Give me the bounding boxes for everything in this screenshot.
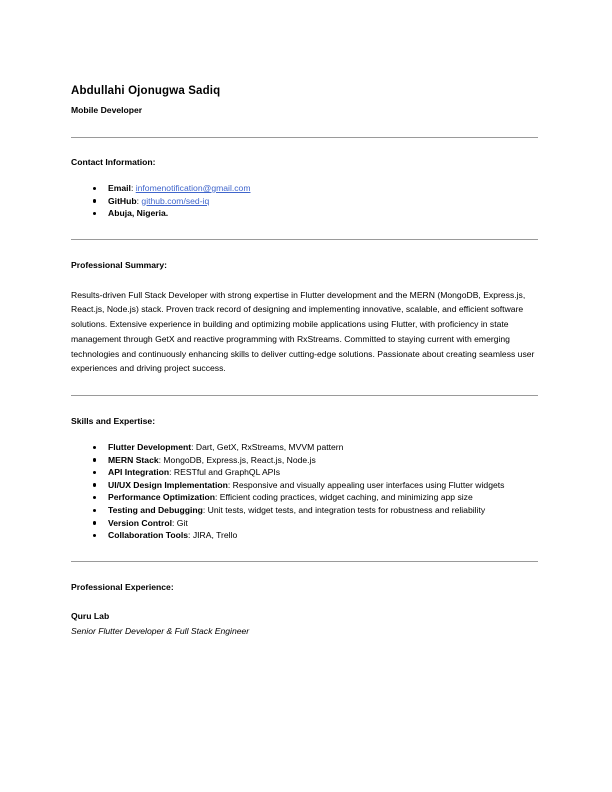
github-link[interactable]: github.com/sed-iq bbox=[141, 195, 210, 206]
skill-value: : RESTful and GraphQL APIs bbox=[169, 467, 281, 478]
skill-label: Testing and Debugging bbox=[108, 504, 203, 515]
bullet-icon bbox=[93, 199, 96, 202]
spacer bbox=[71, 562, 538, 581]
bullet-icon bbox=[93, 187, 96, 190]
summary-text: Results-driven Full Stack Developer with strong expertise in Flutter development and the MERN (MongoDB, Express.js, React.js, Node.js) stack. Proven track record of designing and implementing innovative, scalable, and efficient software solutions. Extensive experience in building and optimizing mobile applications using Flutter, with proficiency in state management through GetX and reactive programming with RxStreams. Committed to staying current with emerging technologies and continuously enhancing skills to deliver cutting-edge solutions. Passionate about creating seamless user experiences and driving project success. bbox=[71, 289, 535, 374]
spacer bbox=[71, 168, 538, 182]
contact-section bbox=[71, 156, 538, 220]
contact-heading: Contact Information: bbox=[71, 157, 156, 167]
contact-location: Abuja, Nigeria. bbox=[108, 208, 169, 219]
list-item bbox=[71, 491, 538, 504]
skill-label: Performance Optimization bbox=[108, 492, 215, 503]
skill-label: Collaboration Tools bbox=[108, 530, 189, 541]
document-content bbox=[71, 84, 538, 637]
experience-section bbox=[71, 581, 538, 637]
skill-value: : Dart, GetX, RxStreams, MVVM pattern bbox=[191, 442, 344, 452]
skill-label: Flutter Development bbox=[108, 442, 192, 452]
list-item bbox=[71, 517, 538, 530]
employer-name: Quru Lab bbox=[71, 610, 110, 621]
bullet-icon bbox=[93, 521, 96, 524]
list-item bbox=[71, 479, 538, 492]
spacer bbox=[71, 542, 538, 561]
spacer bbox=[71, 116, 538, 137]
spacer bbox=[71, 593, 538, 610]
bullet-icon bbox=[93, 446, 96, 449]
contact-label-github: GitHub bbox=[108, 195, 137, 206]
resume-header bbox=[71, 84, 538, 116]
email-link[interactable]: infomenotification@gmail.com bbox=[135, 183, 251, 193]
skill-value: : Git bbox=[171, 517, 188, 528]
summary-section bbox=[71, 259, 538, 376]
spacer bbox=[71, 427, 538, 441]
skills-section bbox=[71, 415, 538, 542]
list-item bbox=[71, 454, 538, 467]
list-item bbox=[71, 466, 538, 479]
spacer bbox=[71, 376, 538, 395]
contact-label-email: Email bbox=[108, 183, 131, 193]
candidate-name: Abdullahi Ojonugwa Sadiq bbox=[71, 85, 221, 97]
spacer bbox=[71, 271, 538, 288]
skills-heading: Skills and Expertise: bbox=[71, 416, 156, 426]
spacer bbox=[71, 138, 538, 156]
list-item bbox=[71, 195, 538, 208]
spacer bbox=[71, 240, 538, 259]
skill-value: : MongoDB, Express.js, React.js, Node.js bbox=[158, 454, 316, 465]
spacer bbox=[71, 396, 538, 415]
skill-label: UI/UX Design Implementation bbox=[108, 479, 228, 490]
list-item bbox=[71, 182, 538, 195]
summary-heading: Professional Summary: bbox=[71, 259, 167, 270]
bullet-icon bbox=[93, 509, 96, 512]
skill-value: : Unit tests, widget tests, and integration tests for robustness and reliability bbox=[202, 504, 486, 515]
list-item bbox=[71, 504, 538, 517]
bullet-icon bbox=[93, 496, 96, 499]
bullet-icon bbox=[93, 471, 96, 474]
skill-value: : Efficient coding practices, widget caching, and minimizing app size bbox=[214, 492, 473, 503]
contact-list bbox=[71, 182, 538, 220]
skill-label: API Integration bbox=[108, 467, 170, 478]
contact-separator: : bbox=[130, 183, 136, 193]
skill-value: : Responsive and visually appealing user interfaces using Flutter widgets bbox=[227, 479, 505, 490]
contact-separator: : bbox=[136, 195, 142, 206]
skills-list bbox=[71, 441, 538, 542]
skill-value: : JIRA, Trello bbox=[188, 530, 238, 541]
experience-heading: Professional Experience: bbox=[71, 581, 174, 592]
list-item bbox=[71, 529, 538, 542]
bullet-icon bbox=[93, 458, 96, 461]
skill-label: MERN Stack bbox=[108, 454, 159, 465]
skill-label: Version Control bbox=[108, 517, 172, 528]
experience-entry bbox=[71, 610, 538, 637]
list-item bbox=[71, 207, 538, 220]
candidate-role: Mobile Developer bbox=[71, 105, 143, 115]
job-title: Senior Flutter Developer & Full Stack Engineer bbox=[71, 625, 250, 636]
bullet-icon bbox=[93, 483, 96, 486]
spacer bbox=[71, 220, 538, 239]
list-item bbox=[71, 441, 538, 454]
bullet-icon bbox=[93, 212, 96, 215]
bullet-icon bbox=[93, 534, 96, 537]
